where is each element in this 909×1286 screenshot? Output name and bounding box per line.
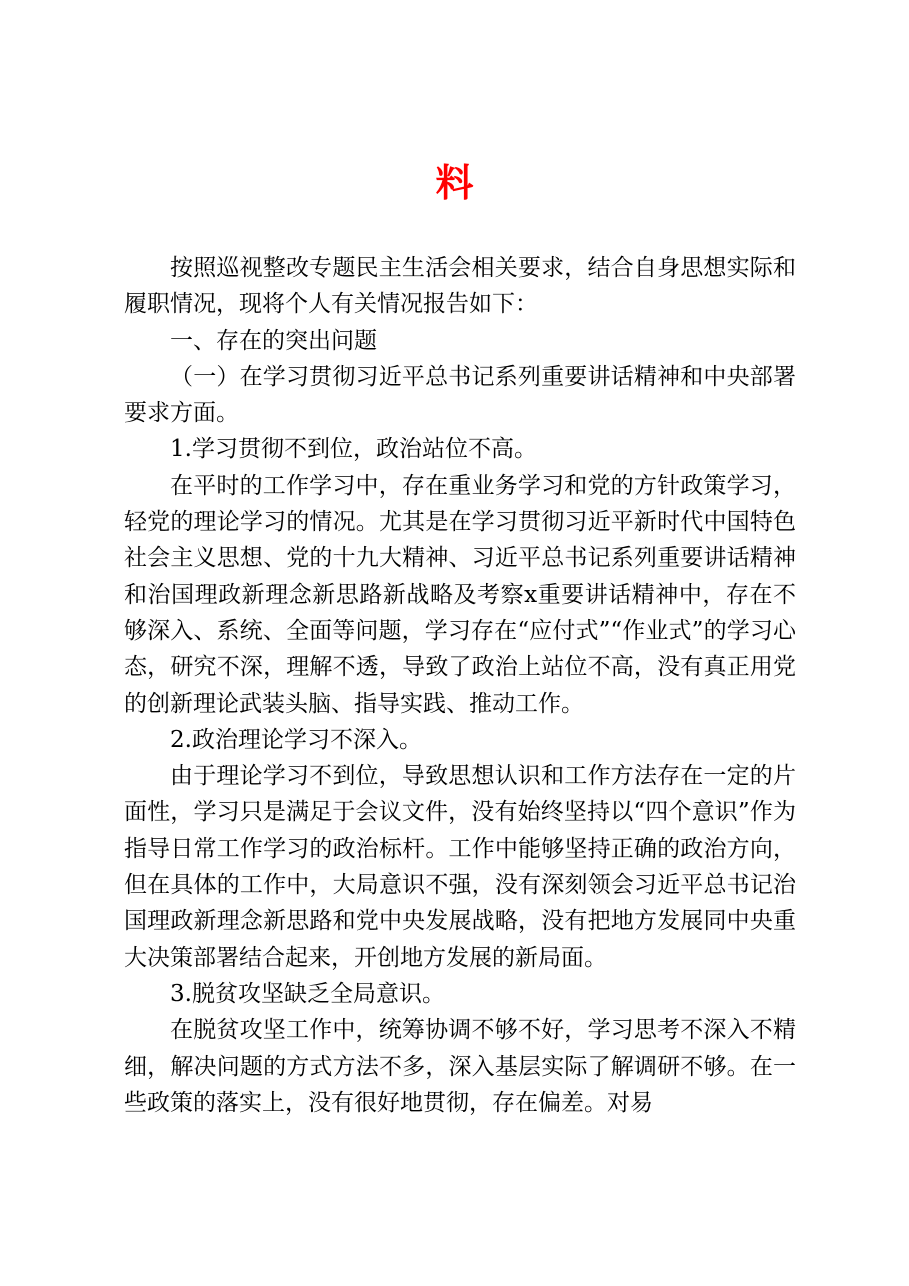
paragraph-item-2: 由于理论学习不到位，导致思想认识和工作方法存在一定的片面性，学习只是满足于会议文件，没有始终坚持以“四个意识”作为指导日常工作学习的政治标杆。工作中能够坚持正确的政治方向，但在具体的工作中，大局意识不强，没有深刻领会习近平总书记治国理政新理念新思路和党中央发展战略，没有把地方发展同中央重大决策部署结合起来，开创地方发展的新局面。 xyxy=(124,763,796,971)
paragraph-item-3: 在脱贫攻坚工作中，统筹协调不够不好，学习思考不深入不精细，解决问题的方式方法不多，深入基层实际了解调研不够。在一些政策的落实上，没有很好地贯彻，存在偏差。对易 xyxy=(124,1017,796,1116)
section-heading-1: 一、存在的突出问题 xyxy=(170,327,377,354)
document-title: 料 xyxy=(435,160,474,205)
paragraph-intro: 按照巡视整改专题民主生活会相关要求，结合自身思想实际和履职情况，现将个人有关情况报告如下： xyxy=(124,255,796,318)
paragraph-item-1: 在平时的工作学习中，存在重业务学习和党的方针政策学习，轻党的理论学习的情况。尤其是在学习贯彻习近平新时代中国特色社会主义思想、党的十九大精神、习近平总书记系列重要讲话精神和治国理政新理念新思路新战略及考察x重要讲话精神中，存在不够深入、系统、全面等问题，学习存在“应付式”“作业式”的学习心态，研究不深，理解不透，导致了政治上站位不高，没有真正用党的创新理论武装头脑、指导实践、推动工作。 xyxy=(124,472,796,717)
item-heading-2: 2.政治理论学习不深入。 xyxy=(170,726,422,753)
item-heading-1: 1.学习贯彻不到位，政治站位不高。 xyxy=(170,436,537,463)
subsection-heading-1: （一）在学习贯彻习近平总书记系列重要讲话精神和中央部署要求方面。 xyxy=(124,363,796,427)
item-heading-3: 3.脱贫攻坚缺乏全局意识。 xyxy=(170,980,445,1007)
document-body xyxy=(124,250,796,1121)
